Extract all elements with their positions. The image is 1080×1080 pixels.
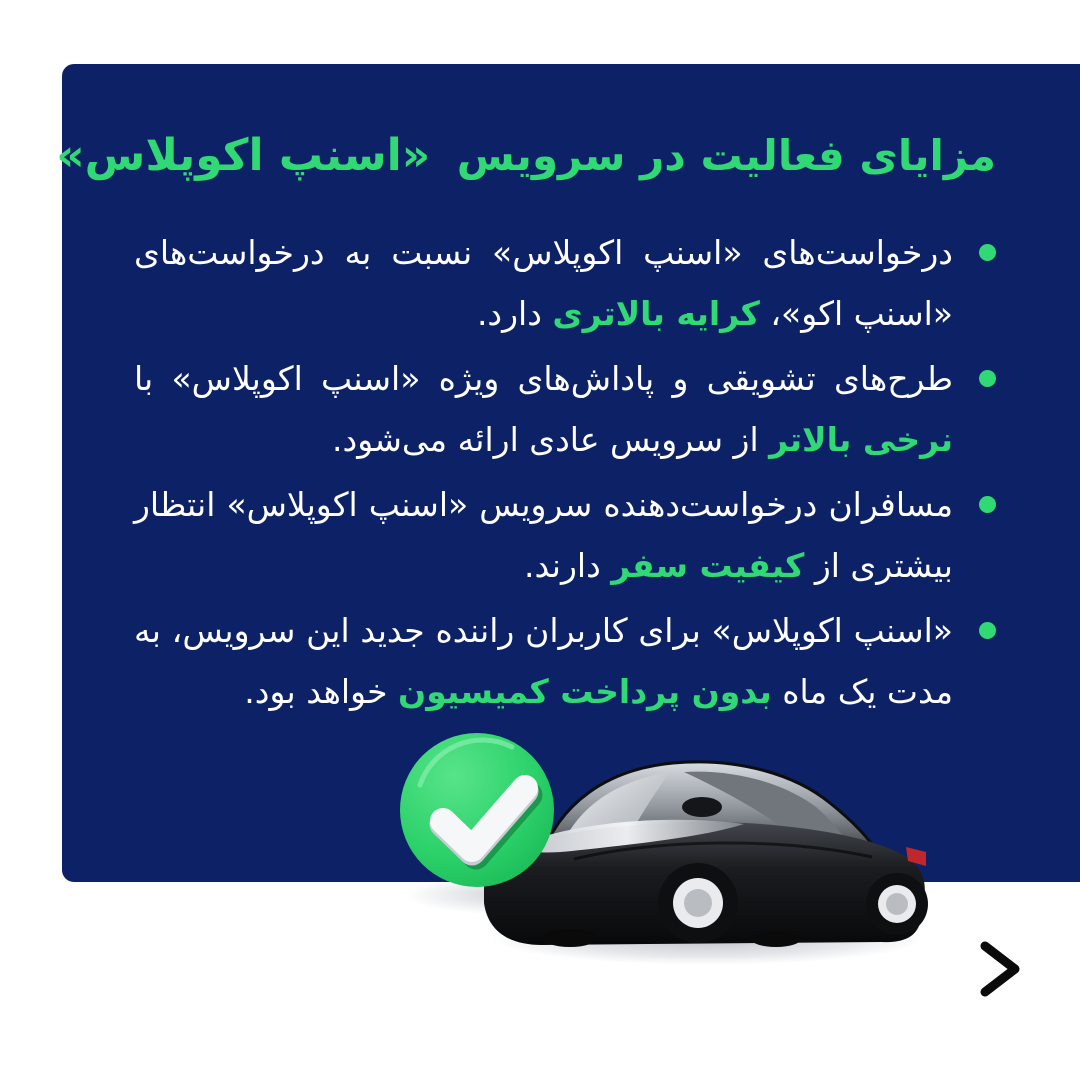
- checkmark-badge-icon: [396, 729, 558, 891]
- title-brand: «اسنپ اکوپلاس»: [56, 130, 431, 181]
- bullet-dot-icon: [979, 496, 996, 513]
- page-title: [56, 116, 996, 196]
- chevron-right-icon[interactable]: [971, 936, 1029, 1002]
- benefit-item: [134, 348, 996, 470]
- benefit-text: طرح‌های تشویقی و پاداش‌های ویژه «اسنپ اکوپلاس» با نرخی بالاتر از سرویس عادی ارائه می‌شود.: [134, 359, 953, 459]
- benefits-list: [134, 222, 996, 722]
- bullet-dot-icon: [979, 622, 996, 639]
- benefit-item: [134, 222, 996, 344]
- bullet-dot-icon: [979, 370, 996, 387]
- benefit-text: مسافران درخواست‌دهنده سرویس «اسنپ اکوپلاس» انتظار بیشتری از کیفیت سفر دارند.: [134, 485, 953, 585]
- benefit-text: درخواست‌های «اسنپ اکوپلاس» نسبت به درخواست‌های «اسنپ اکو»، کرایه بالاتری دارد.: [134, 233, 953, 333]
- title-regular: مزایای فعالیت در سرویس: [456, 131, 996, 180]
- benefit-text: «اسنپ اکوپلاس» برای کاربران راننده جدید این سرویس، به مدت یک ماه بدون پرداخت کمیسیون خواهد بود.: [134, 611, 953, 711]
- benefit-item: [134, 600, 996, 722]
- benefit-item: [134, 474, 996, 596]
- bullet-dot-icon: [979, 244, 996, 261]
